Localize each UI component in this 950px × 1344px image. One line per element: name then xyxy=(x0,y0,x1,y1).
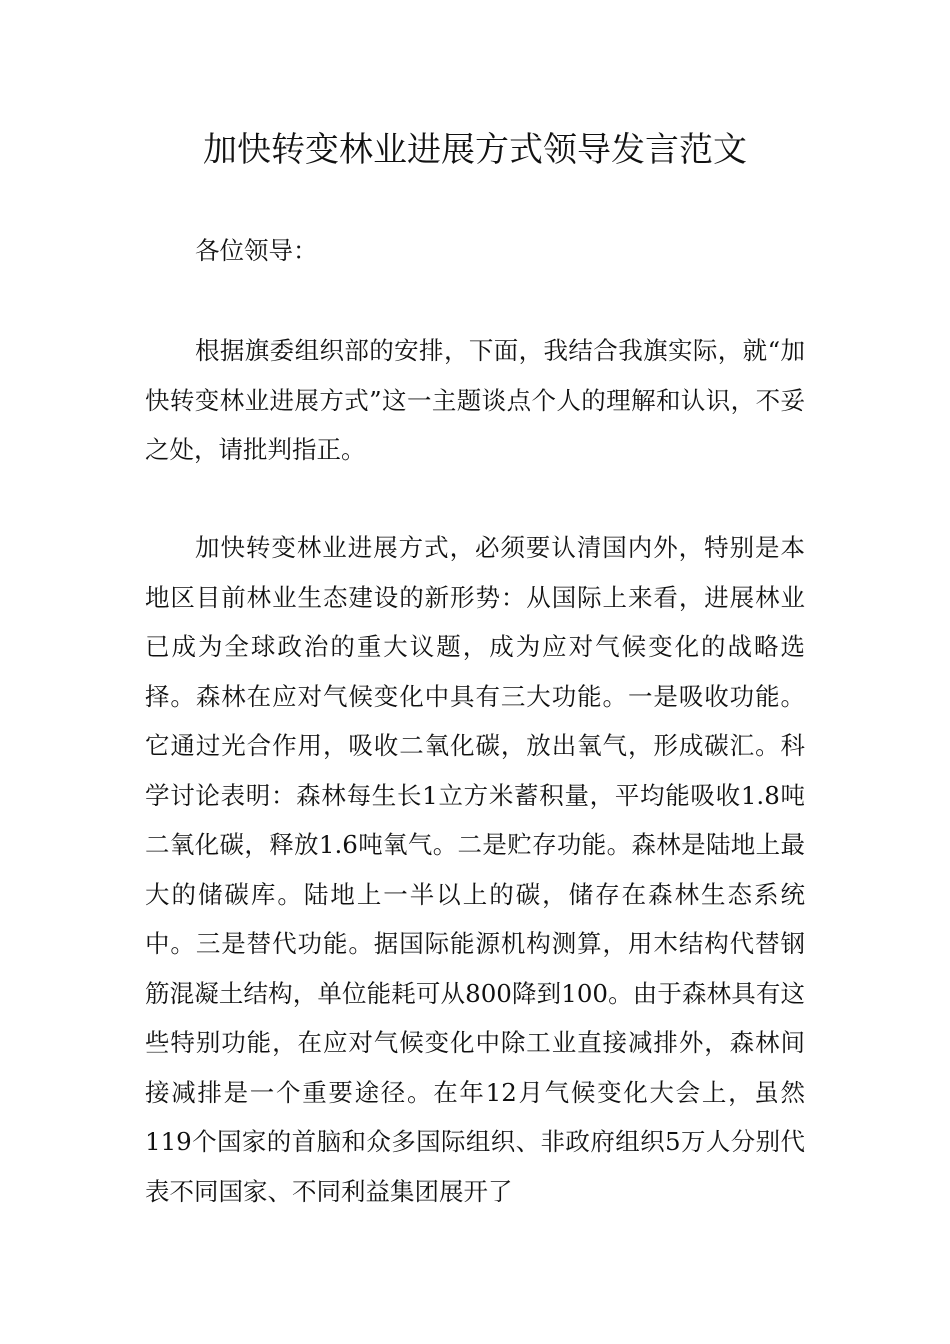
document-title: 加快转变林业进展方式领导发言范文 xyxy=(203,130,747,170)
paragraph-body: 加快转变林业进展方式，必须要认清国内外，特别是本地区目前林业生态建设的新形势：从国际上来看，进展林业已成为全球政治的重大议题，成为应对气候变化的战略选择。森林在应对气候变化中具有三大功能。一是吸收功能。它通过光合作用，吸收二氧化碳，放出氧气，形成碳汇。科学讨论表明：森林每生长1立方米蓄积量，平均能吸收1.8吨二氧化碳，释放1.6吨氧气。二是贮存功能。森林是陆地上最大的储碳库。陆地上一半以上的碳，储存在森林生态系统中。三是替代功能。据国际能源机构测算，用木结构代替钢筋混凝土结构，单位能耗可从800降到100。由于森林具有这些特别功能，在应对气候变化中除工业直接减排外，森林间接减排是一个重要途径。在年12月气候变化大会上，虽然119个国家的首脑和众多国际组织、非政府组织5万人分别代表不同国家、不同利益集团展开了 xyxy=(145,533,805,1206)
paragraph-intro: 根据旗委组织部的安排，下面，我结合我旗实际，就“加快转变林业进展方式”这一主题谈点个人的理解和认识，不妥之处，请批判指正。 xyxy=(145,336,805,464)
greeting: 各位领导： xyxy=(195,236,318,265)
